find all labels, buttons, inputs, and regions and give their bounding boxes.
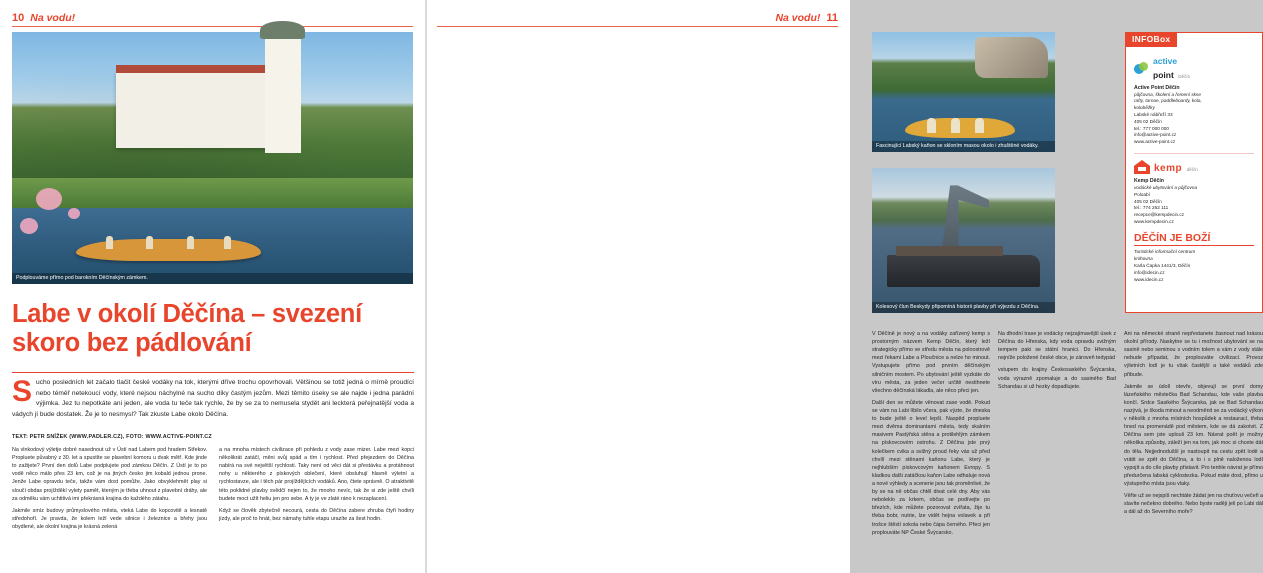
body-paragraph: a na mnoha místech civilizace při pohledu z vody zase mizer. Labe mezi kopci několikrát zatáčí, měni svůj spád a tím i rychlost. Před přejezdem do Děčína nabírá na své největší rychlosti. Taky není od věci dát si přestávku a protáhnout nohy u některého z pískových oblečení, které obsluhují hlavně výletní a rychlostavze, ale i těch pár projíždějících vodáků. Ano, čtete správně. O atraktivitě této poklidné plavby svědčí nejen to, že mnoho nevíc, tak že si zde ještě chvíli budete moct užít heliu jen pro sebe. A ty je ve zlaté ráno k nezaplacení. — [219, 447, 414, 502]
detail-line: 405 02 Děčín — [1134, 198, 1162, 204]
article-headline — [12, 300, 414, 357]
right-running-head — [775, 10, 838, 26]
logo-point-text: point — [1153, 69, 1174, 80]
detail-line: rafty, tarnoe, paddleboardy, kola, — [1134, 98, 1202, 104]
header-rule-left — [12, 26, 413, 27]
decin-je-bozi-title: DĚČÍN JE BOŽÍ — [1134, 233, 1254, 247]
infobox-content — [1126, 51, 1262, 312]
body-paragraph: Když se člověk zbytečně necourá, cesta do Děčína zabere zhruba čtyři hodiny jízdy, ale proč to hnát, bez námahy tuhle etapu urazíte za šest hodin. — [219, 507, 414, 522]
detail-line-website[interactable]: www.kempdecin.cz — [1134, 219, 1174, 225]
raft-photo-caption: Fascinující Labský kaňon se skloním masou okolo i zhuštěné vodáky. — [872, 141, 1055, 152]
castle-building — [116, 72, 276, 148]
headline-rule — [12, 372, 414, 373]
hero-photo-castle-river — [12, 32, 413, 284]
detail-line: vodácké ubytování a půjčovna — [1134, 185, 1198, 190]
detail-line: tel.: 777 000 000 — [1134, 125, 1169, 131]
left-body-columns — [12, 446, 414, 564]
logo-sub-text: Děčín — [1178, 73, 1191, 79]
detail-line: Karla Čapka 1441/3, Děčín — [1134, 263, 1191, 268]
detail-line: koloběžky — [1134, 105, 1155, 111]
kemp-logo-text: kemp — [1154, 163, 1183, 174]
section-title-left: Na vodu! — [30, 12, 76, 24]
active-point-details — [1134, 92, 1254, 147]
detail-line: Turistické informační centrum — [1134, 249, 1196, 255]
left-page — [0, 0, 425, 573]
infobox-divider — [1134, 153, 1254, 154]
hero-photo-caption: Podplouváme přímo pod barokním Děčínským zámkem. — [12, 273, 413, 284]
detail-line-website[interactable]: www.idecin.cz — [1134, 276, 1164, 282]
section-title-right: Na vodu! — [775, 12, 821, 24]
detail-line: Poloabí — [1134, 191, 1150, 197]
detail-line: 405 02 Děčín — [1134, 118, 1162, 124]
detail-line[interactable]: info@active-point.cz — [1134, 132, 1177, 138]
detail-line: Labské nábřeží 33 — [1134, 111, 1173, 117]
drop-cap: S — [12, 375, 33, 408]
kemp-details — [1134, 185, 1254, 226]
detail-line[interactable]: recepce@kempdecin.cz — [1134, 212, 1185, 218]
canoe — [76, 239, 260, 262]
article-lead — [12, 375, 414, 421]
ferry-photo-caption: Kolesový člun Beskydy připomíná historii plavby při výjezdu z Děčína. — [872, 302, 1055, 313]
kemp-decin-logo — [1134, 159, 1254, 175]
infobox-kemp-decin — [1134, 159, 1254, 226]
right-body-column-3 — [1124, 330, 1263, 562]
active-point-name: Active Point Děčín — [1134, 84, 1180, 91]
active-point-logo — [1134, 57, 1254, 82]
body-paragraph: Jakmile se údolí otevře, objevují se první domy lázeňského městečka Bad Schandau, kde vaše plavba končí. Srdce Sasikého Švýcarska, jak se Bad Schandau nazývá, je škoda minout a neodměnit se za vodácký výkon v několik z mnoha místních hospůdek a restaurací, třeba hned na promenádě pod městem, kde se dá zakotvit. Z Děčína sem jste uplouli 23 km. Návrat poět je možny několika způsoby, záleží jen na tom, jak moc si chcete dát do těla. Nejjednodušší je nastoupit na cestu zpět lodě a vrátit se zpět do Děčína, a to i s plně naloženou lodí vypojít a do cíle plavby přistavit. Pro tenhle návrat je přímo předurčena labská cyklostezka. Pokud máte dost, přímo u výstupního místa jsou vlaky. — [1124, 383, 1263, 487]
active-point-logo-icon — [1134, 62, 1149, 77]
cargo-barge — [887, 255, 1041, 287]
decin-je-bozi-details — [1134, 249, 1254, 283]
headline-line-2: skoro bez pádlování — [12, 328, 252, 357]
castle-tower — [265, 37, 301, 153]
detail-line: knihovna — [1134, 256, 1153, 262]
lead-text: ucho posledních let začalo tlačit české vodáky na tok, kterými dříve trochu opovrhovali. Většinou se totiž jedná o mírně proudící nebo téměř netekoucí vody, které nejsou náchylné na sucho díky častým jezům. Mezi těmito úseky se ale najde i jedna parádní výjimka. Jez tu nepotkáte ani jeden, ale voda tu teče tak rychle, že by se za to nemusela stydět ani leckterá peřejnatější voda a vádych jí bude dostatek. Že je to nesmysl? Tak zkuste Labe okolo Děčína. — [12, 379, 414, 419]
river-bank — [12, 178, 413, 208]
body-paragraph: Na dhodní trase je vodácky nejzajímavější úsek z Děčína do Hřenska, kdy voda opravdu svižným tempem paki se státní hranici. Do Hřenska, nejníže položené české obce, je zároveň tedypád — [998, 331, 1116, 362]
infobox-decin-je-bozi — [1134, 233, 1254, 284]
body-paragraph: Další den se můžete věnovat zase vodě. Pokud se vám na Labi líbilo včera, pak výzte, že dneska to bude ještě o level lepší. Naspěd propluete mezi dvěma dominantami města, tedy skalním masivem Pastýřská stěna a protilehlým zámkem na pískovcovém ostrohu. Z Děčína jste prvý kolečkem cvika a svižný proud řeky vás už před chvílí mezi stěnami kaňonu Labe, který je nejhlubším pískovcovým kaňonem Evropy. S kladkou dalši zatáčkou kaňon Labe odhaluje nová a nové výhledy a scenerie jsou tak proměnlivé, že by se na ně občas chtěl divat celé dny. Aby vás neboleklo za krkem, občas se podívejte po březích, kde můžete pozorovat zvířata, žije tu třeba bobr, nutrie, lze vidět hejna volavek a při trošce štěstí sokola nebo čápa černého. Přeci jen proplouváte NP České Švýcarsko. — [872, 399, 990, 536]
page-gutter — [425, 0, 427, 573]
header-rule-right — [437, 26, 838, 27]
sandstone-rock — [975, 37, 1048, 78]
detail-line[interactable]: info@idecin.cz — [1134, 269, 1165, 275]
infobox-panel — [1125, 32, 1263, 313]
harbour-crane — [942, 185, 990, 252]
headline-line-1: Labe v okolí Děčína – svezení — [12, 300, 362, 328]
photo-paddle-steamer — [872, 168, 1055, 313]
left-running-head — [12, 10, 75, 26]
kemp-logo-sub: děčín — [1186, 167, 1198, 172]
body-paragraph: V Děčíně je nový a na vodáky zařízený kemp s prostorným názvem Kemp Děčín, který leží strategicky přímo ve středu města na poloostrově mezi řekami Labe a Ploučnice a nelze ho minout. Vystupujete přímo pod prvním děčínským silničním mostem. Po ubytování ještě vyzkáte do víru města, za jeden večer určitě nestihnete všechno děčínská lákadla, ale něco přeci jen. — [872, 331, 990, 394]
infobox-active-point — [1134, 57, 1254, 146]
logo-active-text: active — [1153, 56, 1178, 66]
inflatable-raft — [905, 118, 1015, 137]
page-number-left: 10 — [12, 12, 25, 24]
tent-house-icon — [1134, 160, 1150, 174]
kemp-name: Kemp Děčín — [1134, 178, 1164, 184]
detail-line-website[interactable]: www.active-point.cz — [1134, 139, 1176, 145]
right-body-column-1 — [872, 330, 990, 562]
body-paragraph: Ani na německé straně nepřestanete žasnout nad krásou okolní přírody. Naskytne se tu i možnost ubytování se na sasině nebo seminou s vodním tolem a vám z vody stále nebude případat, že proplouváte civilizací. Provoz výletních lodí je tu však častější a také vodáků zde přibude. — [1124, 331, 1263, 378]
body-paragraph: Věřte už se nejspíš nechtáte žádat jen na chuťovu večeři a slavíte nečekno dobrého. Nebo byste raději jeli po Labi dál a dál až do Severního moře? — [1124, 493, 1263, 516]
page-number-right: 11 — [826, 12, 838, 24]
body-paragraph: Jakmile smíz budovy průmyslového města, vteká Labe do kopcovitě a lesnatě středohoří. Je pravda, že kolem leží vede silnice i železnice a břehy jsou obydlené, ale okolní krajina je krásná zelená — [12, 507, 207, 530]
right-body-column-2 — [998, 330, 1116, 562]
body-paragraph: vstupem do krajiny Českosaského Švýcarska, voda výrazně zpomaluje a do sasiného Bad Schandau si už hezky dopadlujete. — [998, 367, 1116, 390]
detail-line: tel.: 774 262 111 — [1134, 205, 1169, 211]
right-page — [425, 0, 1263, 573]
detail-line: půjčovna, školení a řemení skse — [1134, 91, 1201, 97]
article-byline: TEXT: PETR SNÍŽEK (WWW.PADLER.CZ), FOTO: WWW.ACTIVE-POINT.CZ — [12, 434, 212, 440]
photo-raft-canyon — [872, 32, 1055, 152]
body-paragraph: Na vlnkodový výletje dobré nasednout už v Ústí nad Labem pod hradem Střekov. Propluete půvabný z 30. let a spustíte se plavební komoru u dvak mětř. Kde jinde to zažijete? První den dolů Labe podplujete pod zámkou Děčín. Z Ústí je to po vodě něco málo přes 23 km, což je na jtných česko jim kobald jednou prone. Jenže Labe opravdu teče, takže vám dost pomůže. Jako obvyklehmět play si sloučí obdas projížděkí vylety pamět, kteným je třeba uhnout z plavební dráhy, ale za odměku vám uchtitivá imi překrásná krajina do každého zátahu. — [12, 447, 207, 502]
infobox-tab-label: INFOBox — [1125, 32, 1177, 47]
